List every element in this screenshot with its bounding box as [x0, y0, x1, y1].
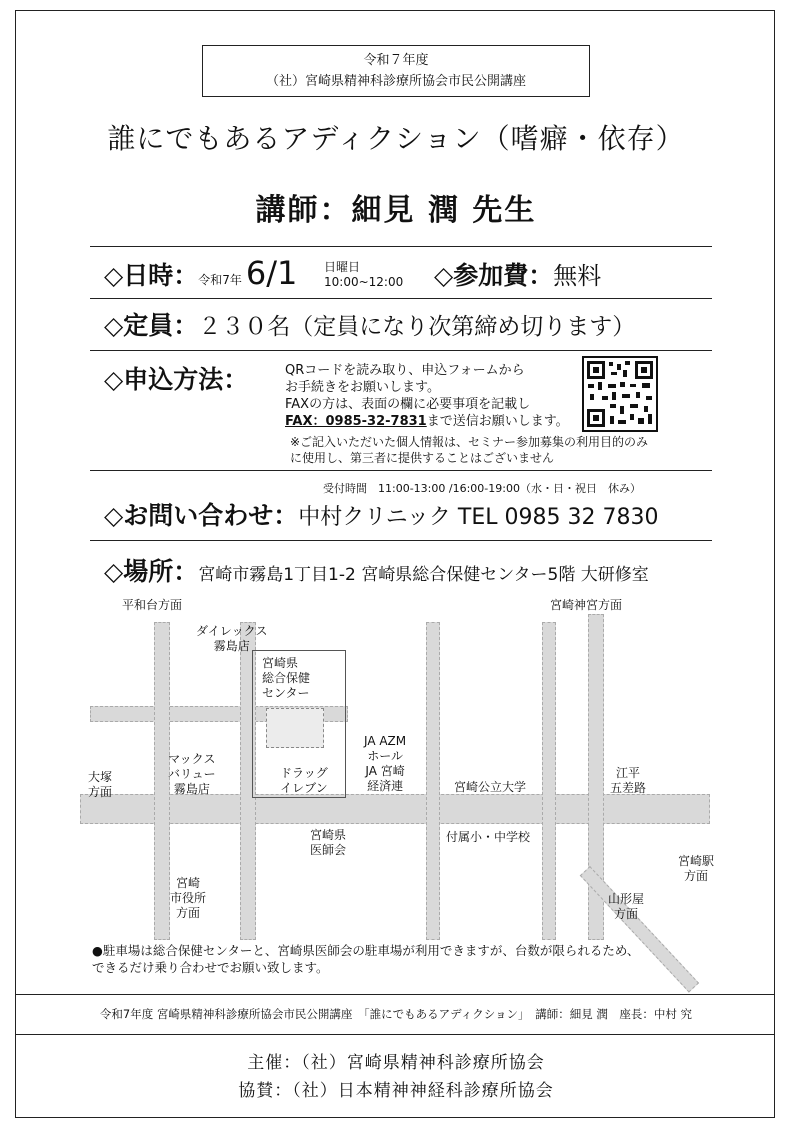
place-row	[104, 552, 649, 588]
privacy-line2: に使用し、第三者に提供することはございません	[290, 451, 555, 465]
capacity-row	[104, 306, 635, 342]
divider	[90, 246, 712, 247]
label-maxvalu	[168, 752, 216, 797]
label-ishikai-1: 宮崎県	[310, 828, 347, 842]
contact-hours: 受付時間 11:00-13:00 /16:00-19:00（水・日・祝日 休み）	[323, 482, 641, 495]
label-station	[678, 854, 714, 884]
label-ishikai	[310, 828, 346, 858]
contact-label: ◇お問い合わせ：	[104, 501, 299, 530]
lecture-title: 誰にでもあるアディクション（嗜癖・依存）	[107, 122, 685, 155]
datetime-era: 令和7年	[198, 273, 242, 287]
access-map	[80, 590, 715, 940]
label-drug-eleven	[280, 766, 328, 796]
divider	[15, 1034, 775, 1035]
label-jingu: 宮崎神宮方面	[550, 598, 623, 612]
road-east	[542, 622, 556, 940]
divider	[90, 470, 712, 471]
label-max-1: マックス	[168, 752, 216, 766]
label-yamakataya	[608, 892, 644, 922]
parking-note	[92, 942, 639, 976]
label-drug-2: イレブン	[280, 781, 328, 795]
parking-line2: できるだけ乗り合わせでお願い致します。	[92, 960, 329, 975]
fee-value: 無料	[553, 262, 602, 290]
divider	[90, 350, 712, 351]
apply-line3: FAXの方は、表面の欄に必要事項を記載し	[285, 397, 531, 412]
label-cityhall	[170, 876, 206, 921]
label-cityhall-2: 市役所	[170, 891, 207, 905]
datetime-detail	[324, 260, 403, 290]
place-value: 宮崎市霧島1丁目1-2 宮崎県総合保健センター5階 大研修室	[198, 565, 649, 585]
label-university: 宮崎公立大学	[454, 780, 527, 794]
label-center-1: 宮崎県	[262, 656, 299, 670]
header-org: （社）宮崎県精神科診療所協会市民公開講座	[265, 74, 526, 89]
datetime-date: 6/1	[245, 254, 298, 292]
fee-row	[434, 256, 601, 292]
footer-info: 令和7年度 宮崎県精神科診療所協会市民公開講座 「誰にでもあるアディクション」 講師：細見 潤 座長：中村 究	[99, 1007, 693, 1021]
label-max-2: バリュー	[168, 767, 216, 781]
datetime-day: 日曜日	[324, 260, 361, 274]
datetime-row	[104, 254, 297, 292]
label-cityhall-1: 宮崎	[176, 876, 201, 890]
label-ja-2: ホール	[367, 749, 403, 763]
label-direx	[196, 624, 268, 654]
label-center-2: 総合保健	[262, 671, 311, 685]
label-ja-1: JA AZM	[364, 734, 407, 748]
label-yamakata-2: 方面	[614, 907, 639, 921]
privacy-note	[290, 434, 648, 466]
label-ishikai-2: 医師会	[310, 843, 347, 857]
apply-fax: FAX：0985-32-7831	[285, 414, 427, 429]
label-ja-3: JA 宮崎	[365, 764, 405, 778]
apply-label: ◇申込方法：	[104, 365, 249, 394]
divider	[15, 994, 775, 995]
label-gosaro-2: 五差路	[610, 781, 647, 795]
road-center	[426, 622, 440, 940]
header-box	[202, 45, 590, 97]
contact-row	[104, 496, 658, 532]
supporter: 協賛：（社）日本精神神経科診療所協会	[238, 1081, 554, 1101]
label-station-2: 方面	[684, 869, 709, 883]
label-gosaro-1: 江平	[616, 766, 641, 780]
lecturer-name: 講師：細見 潤 先生	[255, 193, 537, 228]
apply-line2: お手続きをお願いします。	[285, 380, 440, 395]
sponsor: 主催：（社）宮崎県精神科診療所協会	[247, 1053, 545, 1073]
label-max-3: 霧島店	[173, 782, 210, 796]
datetime-label: ◇日時：	[104, 261, 199, 290]
label-otsuka	[88, 770, 112, 800]
apply-line4-tail: まで送信お願いします。	[426, 414, 569, 429]
capacity-value: ２３０名（定員になり次第締め切ります）	[198, 314, 636, 340]
label-gosaro	[610, 766, 646, 796]
capacity-label: ◇定員：	[104, 311, 199, 340]
label-station-1: 宮崎駅	[678, 854, 715, 868]
divider	[90, 298, 712, 299]
label-fuzoku: 付属小・中学校	[446, 830, 531, 844]
label-heiwadai: 平和台方面	[122, 598, 183, 612]
header-year: 令和７年度	[363, 53, 429, 68]
label-drug-1: ドラッグ	[280, 766, 328, 780]
apply-line1: QRコードを読み取り、申込フォームから	[285, 363, 525, 378]
datetime-time: 10:00~12:00	[324, 275, 404, 289]
place-label: ◇場所：	[104, 557, 199, 586]
qr-code-icon	[584, 358, 656, 430]
main-road	[80, 794, 710, 824]
label-ja-4: 経済連	[367, 779, 404, 793]
label-health-center	[262, 656, 310, 701]
apply-text	[285, 362, 569, 430]
label-otsuka-1: 大塚	[88, 770, 113, 784]
contact-value: 中村クリニック TEL 0985 32 7830	[298, 505, 659, 530]
health-center-building	[266, 708, 324, 748]
label-ja	[364, 734, 406, 794]
divider	[90, 540, 712, 541]
label-cityhall-3: 方面	[176, 906, 201, 920]
label-direx-2: 霧島店	[213, 639, 250, 653]
parking-line1: ●駐車場は総合保健センターと、宮崎県医師会の駐車場が利用できますが、台数が限られるため、	[92, 943, 640, 958]
label-center-3: センター	[262, 686, 310, 700]
privacy-line1: ※ご記入いただいた個人情報は、セミナー参加募集の利用目的のみ	[290, 435, 649, 449]
label-yamakata-1: 山形屋	[608, 892, 645, 906]
label-direx-1: ダイレックス	[196, 624, 268, 638]
label-otsuka-2: 方面	[88, 785, 113, 799]
qr-code[interactable]	[582, 356, 658, 432]
fee-label: ◇参加費：	[434, 261, 554, 290]
